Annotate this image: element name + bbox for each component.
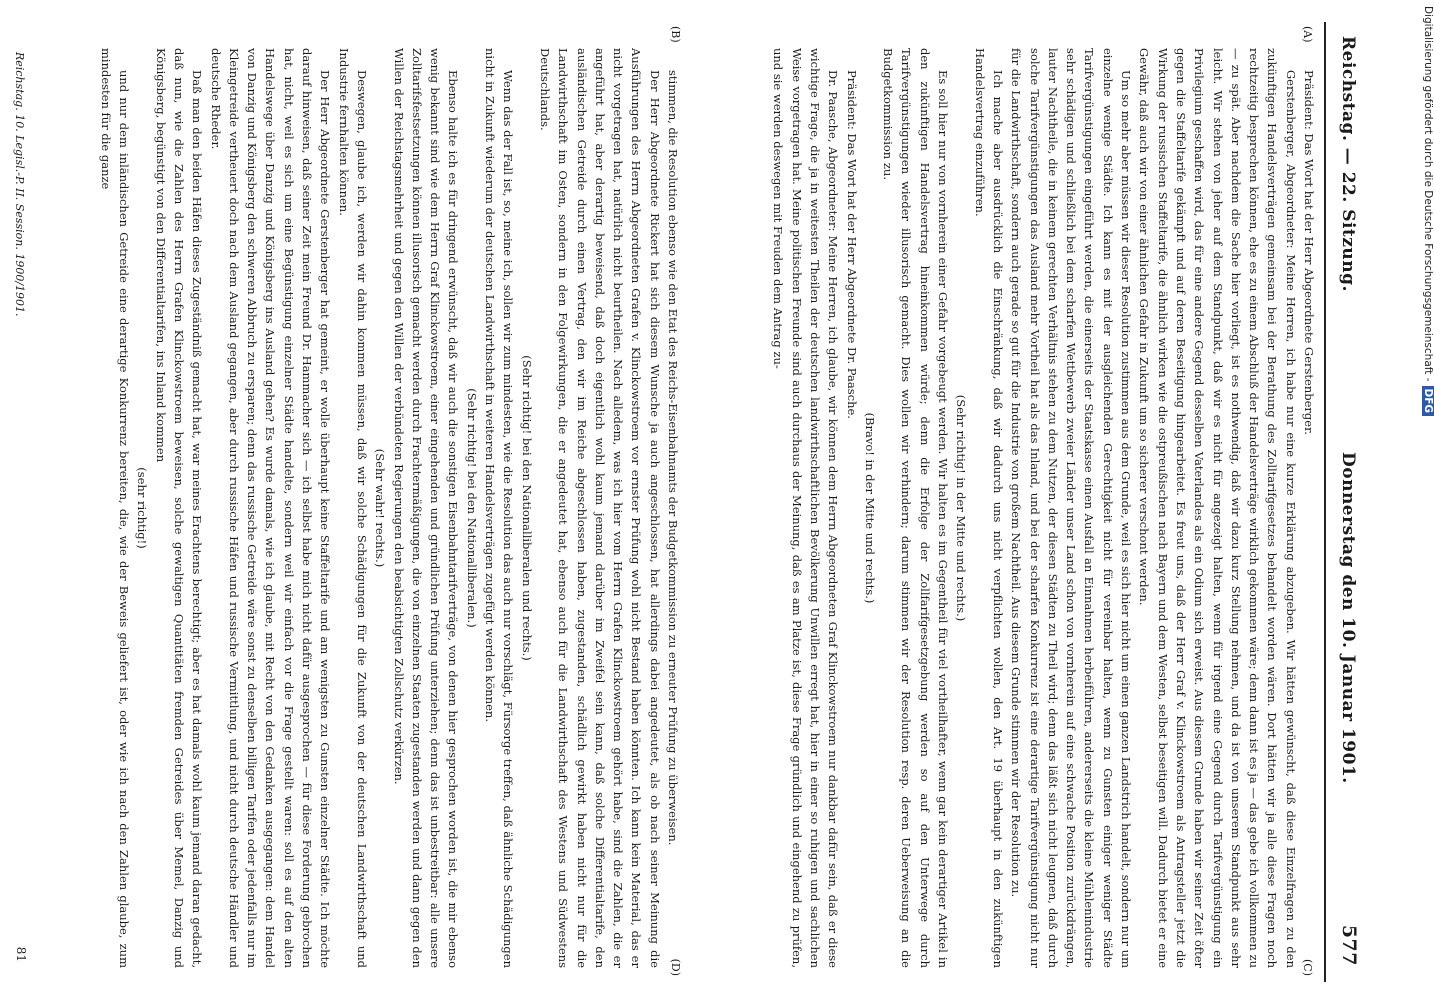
footer-sheet-number: 81 [14,946,28,962]
paragraph: Gerstenberger, Abgeordneter: Meine Herren, ich habe nur eine kurze Erklärung abzugeben. Wir hätten gewünscht, daß diese Einzelfragen zu den zukünftigen Handelsverträgen gemeinsam bei der Berathung des Zolltarifgesetzes behandelt worden wären. Dort hätten wir ja alle diese Fragen noch rechtzeitig besprechen können, ehe es zu einem Abschluß der Handelsverträge wirklich gekommen wäre; denn dann ist es ja — das gebe ich vollkommen zu — zu spät. Aber nachdem die Sache hier vorliegt, ist es nothwendig, daß wir dazu kurz Stellung nehmen, und da ist von unserem Standpunkt aus sehr leicht. Wir stehen von jeher auf dem Standpunkt, daß wir es nicht für angezeigt halten, wenn für irgend eine Gegend durch Tarifvergünstigung ein Privilegium geschaffen wird, das für eine andere Gegend desselben Vaterlandes als ein Odium sich erweist. Aus diesem Grunde haben wir seiner Zeit öfter gegen die Staffeltarife gekämpft und auf deren Beseitigung hingearbeitet. Es freut uns, daß der Herr Graf v. Klinckowstroem als Antragsteller jetzt die Wirkung der russischen Staffeltarife, die ähnlich wirken wie die ostpreußischen nach Bayern und dem Westen, selbst beseitigen will. Dadurch bietet er eine Gewähr, daß auch wir von einer ähnlichen Gefahr in Zukunft um so sicherer verschont werden. [1137,48,1298,968]
margin-marker-b: (B) [669,26,682,43]
paragraph: (Sehr richtig! bei den Nationalliberalen und rechts.) [519,355,534,661]
footer-session: Reichstag. 10. Legisl.-P. II. Session. 1900/1901. [13,52,26,317]
paragraph: Präsident: Das Wort hat der Herr Abgeordnete Dr. Paasche. [844,70,859,419]
paragraph: stimmen, die Resolution ebenso wie den Etat des Reichs-Eisenbahnamts der Budgetkommission zu erneuter Prüfung zu überweisen. [666,70,680,846]
paragraph: Wenn das der Fall ist, so, meine ich, sollen wir zum mindesten, wie die Resolution das auch nur vorschlägt, Fürsorge treffen, daß ähnliche Schädigungen nicht in Zukunft wiederum der deutschen Landwirthschaft in weiteren Handelsverträgen zugefügt werden können. [483,48,516,968]
paragraph: Der Herr Abgeordnete Rickert hat sich diesem Wunsche ja auch angeschlossen, hat allerdings dabei angedeutet, als ob nach seiner Meinung die Ausführungen des Herrn Abgeordneten Grafen v. Klinckowstroem vor ernster Prüfung wohl nicht Bestand haben könnten. Ich kann kein Material, das er nicht vorgetragen hat, natürlich nicht beurtheilen. Nach alledem, was ich hier vom Herrn Grafen Klinckowstroem gehört habe, sind die Zahlen, die er angeführt hat, aber derartig beweisend, daß doch eigentlich wohl kaum jemand darüber im Zweifel sein kann, daß solche Differentialtarife, den ausländischen Getreide durch einen Vertrag, den wir im Reiche abgeschlossen haben, zugestanden, schädlich gewirkt haben nicht nur für die Landwirthschaft im Osten, sondern in den Folgewirkungen, die er angedeutet hat, ebenso auch für die Landwirthschaft des Westens und Südwestens Deutschlands. [537,48,662,968]
paragraph: Ebenso halte ich es für dringend erwünscht, daß wir auch die sonstigen Eisenbahntarifverträge, von denen hier gesprochen worden ist, die mir ebenso wenig bekannt sind wie dem Herrn Graf Klinckowstroem, einer eingehenden und gründlichen Prüfung unterziehen; denn das ist unbestreitbar: alle unsere Zolltarifsfestsetzungen können illusorisch gemacht werden durch Frachtermäßigungen, die von einzelnen Staaten zugestanden werden und dann gegen den Willen der Reichstagsmehrheit und gegen den Willen der verbündeten Regierungen den beabsichtigten Zollschutz verkürzen. [391,48,461,968]
header-left: Reichstag. — 22. Sitzung. [1338,36,1358,292]
credit-text: Digitalisierung gefördert durch die Deutsche Forschungsgemeinschaft - [1422,6,1434,382]
page-header [1324,22,1370,982]
dfg-logo: DFG [1422,386,1434,417]
upper-text-column [700,48,1318,968]
paragraph: (Bravo! in der Mitte und rechts.) [862,412,877,604]
paragraph: Daß man den beiden Häfen dieses Zugeständniß gemacht hat, war meines Erachtens berechtigt; aber es hat damals wohl kaum jemand daran gedacht, daß nun, wie die Zahlen des Herrn Grafen Klinckowstroem beweisen, solche gewaltigen Quantitäten fremden Getreides über Memel, Danzig und Königsberg, begünstigt von den Differentialtarifen, ins Inland kommen [153,48,205,968]
paragraph: Präsident: Das Wort hat der Herr Abgeordnete Gerstenberger. [1302,70,1316,435]
paragraph: (Sehr richtig! in der Mitte und rechts.) [954,394,969,622]
document-page [0,22,1370,982]
margin-marker-a: (A) [1301,26,1314,43]
lower-text-column [42,48,682,968]
paragraph: Der Herr Abgeordnete Gerstenberger hat gemeint, er wolle überhaupt keine Staffeltarife und am wenigsten zu Gunsten einzelner Städte. Ich möchte darauf hinweisen, daß seiner Zeit mein Freund Dr. Hammacher sich — ich selbst habe mich nicht dafür ausgesprochen — für diese Forderung gebrochen hat, nicht, weil es sich um eine Begünstigung einzelner Städte handelte, sondern weil wir einfach vor die Frage gestellt waren: soll es auf den alten Handelswege über Danzig und Königsberg ins Ausland gehen? Es wurde damals, wie ich glaube, mit Recht von den Gedanken ausgegangen: dem Handel von Danzig und Königsberg den schweren Abbruch zu ersparen; denn das russische Getreide wäre sonst zu denselben billigen Tarifen oder jedenfalls nur im Kleingetreide vertheuert doch nach dem Ausland gegangen, aber durch russische Häfen und russische Vermittlung, und nicht durch deutsche Händler und deutsche Rheder. [208,48,333,968]
margin-marker-d: (D) [669,958,682,976]
paragraph: (sehr richtig!) [135,467,150,549]
header-date: Donnerstag den 10. Januar 1901. [1338,452,1358,784]
paragraph: Dr. Paasche, Abgeordneter: Meine Herren, ich glaube, wir können dem Herrn Abgeordneten Graf Klinckowstroem nur dankbar dafür sein, daß er diese wichtige Frage, die ja in weitesten Theilen der deutschen landwirthschaftlichen Bevölkerung Unwillen erregt hat, hier in einer so ruhigen und sachlichen Weise vorgetragen hat. Meine politischen Freunde sind auch durchaus der Meinung, daß es am Platze ist, diese Frage gründlich und eingehend zu prüfen, und sie werden deswegen mit Freuden dem Antrag zu- [771,48,841,968]
paragraph: Deswegen, glaube ich, werden wir dahin kommen müssen, daß wir solche Schädigungen für die Zukunft von der deutschen Landwirthschaft und Industrie fernhalten können. [336,48,369,968]
margin-marker-c: (C) [1301,959,1314,976]
paragraph: (Sehr wahr! rechts.) [373,448,388,568]
digitization-credit [1422,6,1434,416]
paragraph: Um so mehr aber müssen wir dieser Resolution zustimmen aus dem Grunde, weil es sich hier nicht um einen ganzen Landstrich handelt, sondern nur um einzelne wenige Städte. Ich kann es mit der ausgleichenden Gerechtigkeit nicht für vereinbar halten, wenn zu Gunsten einiger weniger Städte Tarifvergünstigungen eingeführt werden, die einerseits der Staatskasse einen Ausfall an Einnahmen herbeiführen, andererseits die kleine Mühlenindustrie sehr schädigen und schließlich bei dem scharfen Wettbewerb zweier Länder unser Land schon von vornherein auf eine schwache Position zurückdrängen, lauter Nachtheile, die in keinem gerechten Verhältnis stehen zu dem Nutzen, der diesen Städten zu Theil wird; denn das läßt sich nicht leugnen, daß durch solche Tarifvergünstigungen das Ausland mehr Vortheil hat als das Inland, und bei der scharfen Konkurrenz ist eine derartige Tarifvergünstigung nicht nur für die Landwirthschaft, sondern auch gerade so gut für die Industrie von großem Nachtheil. Aus diesem Grunde stimmen wir der Resolution zu. [1009,48,1134,968]
paragraph: (Sehr richtig! bei den Nationalliberalen.) [464,388,479,628]
paragraph: Es soll hier nur von vornherein einer Gefahr vorgebeugt werden. Wir halten es im Gegentheil für viel vortheilhafter, wenn gar kein derartiger Artikel in den zukünftigen Handelsvertrag hineinkommen würde; denn die Erfolge der Zollfarifgesetzgebung werden so auf den Unterwege durch Tarifvergünstigungen wieder illusorisch gemacht. Dies wollen wir verhindern; darum stimmen wir der Resolution resp. deren Ueberweisung an die Budgetkommission zu. [881,48,951,968]
paragraph: und nur dem inländischen Getreide eine derartige Konkurrenz bereiten, die, wie der Beweis geliefert ist, oder wie ich nach den Zahlen glaube, zum mindesten für die ganze [98,48,132,968]
page-number: 577 [1338,924,1360,966]
paragraph: Ich mache aber ausdrücklich die Einschränkung, daß wir dadurch uns nicht verpflichten wollen, den Art. 19 überhaupt in den zukünftigen Handelsvertrag einzuführen. [972,48,1005,968]
